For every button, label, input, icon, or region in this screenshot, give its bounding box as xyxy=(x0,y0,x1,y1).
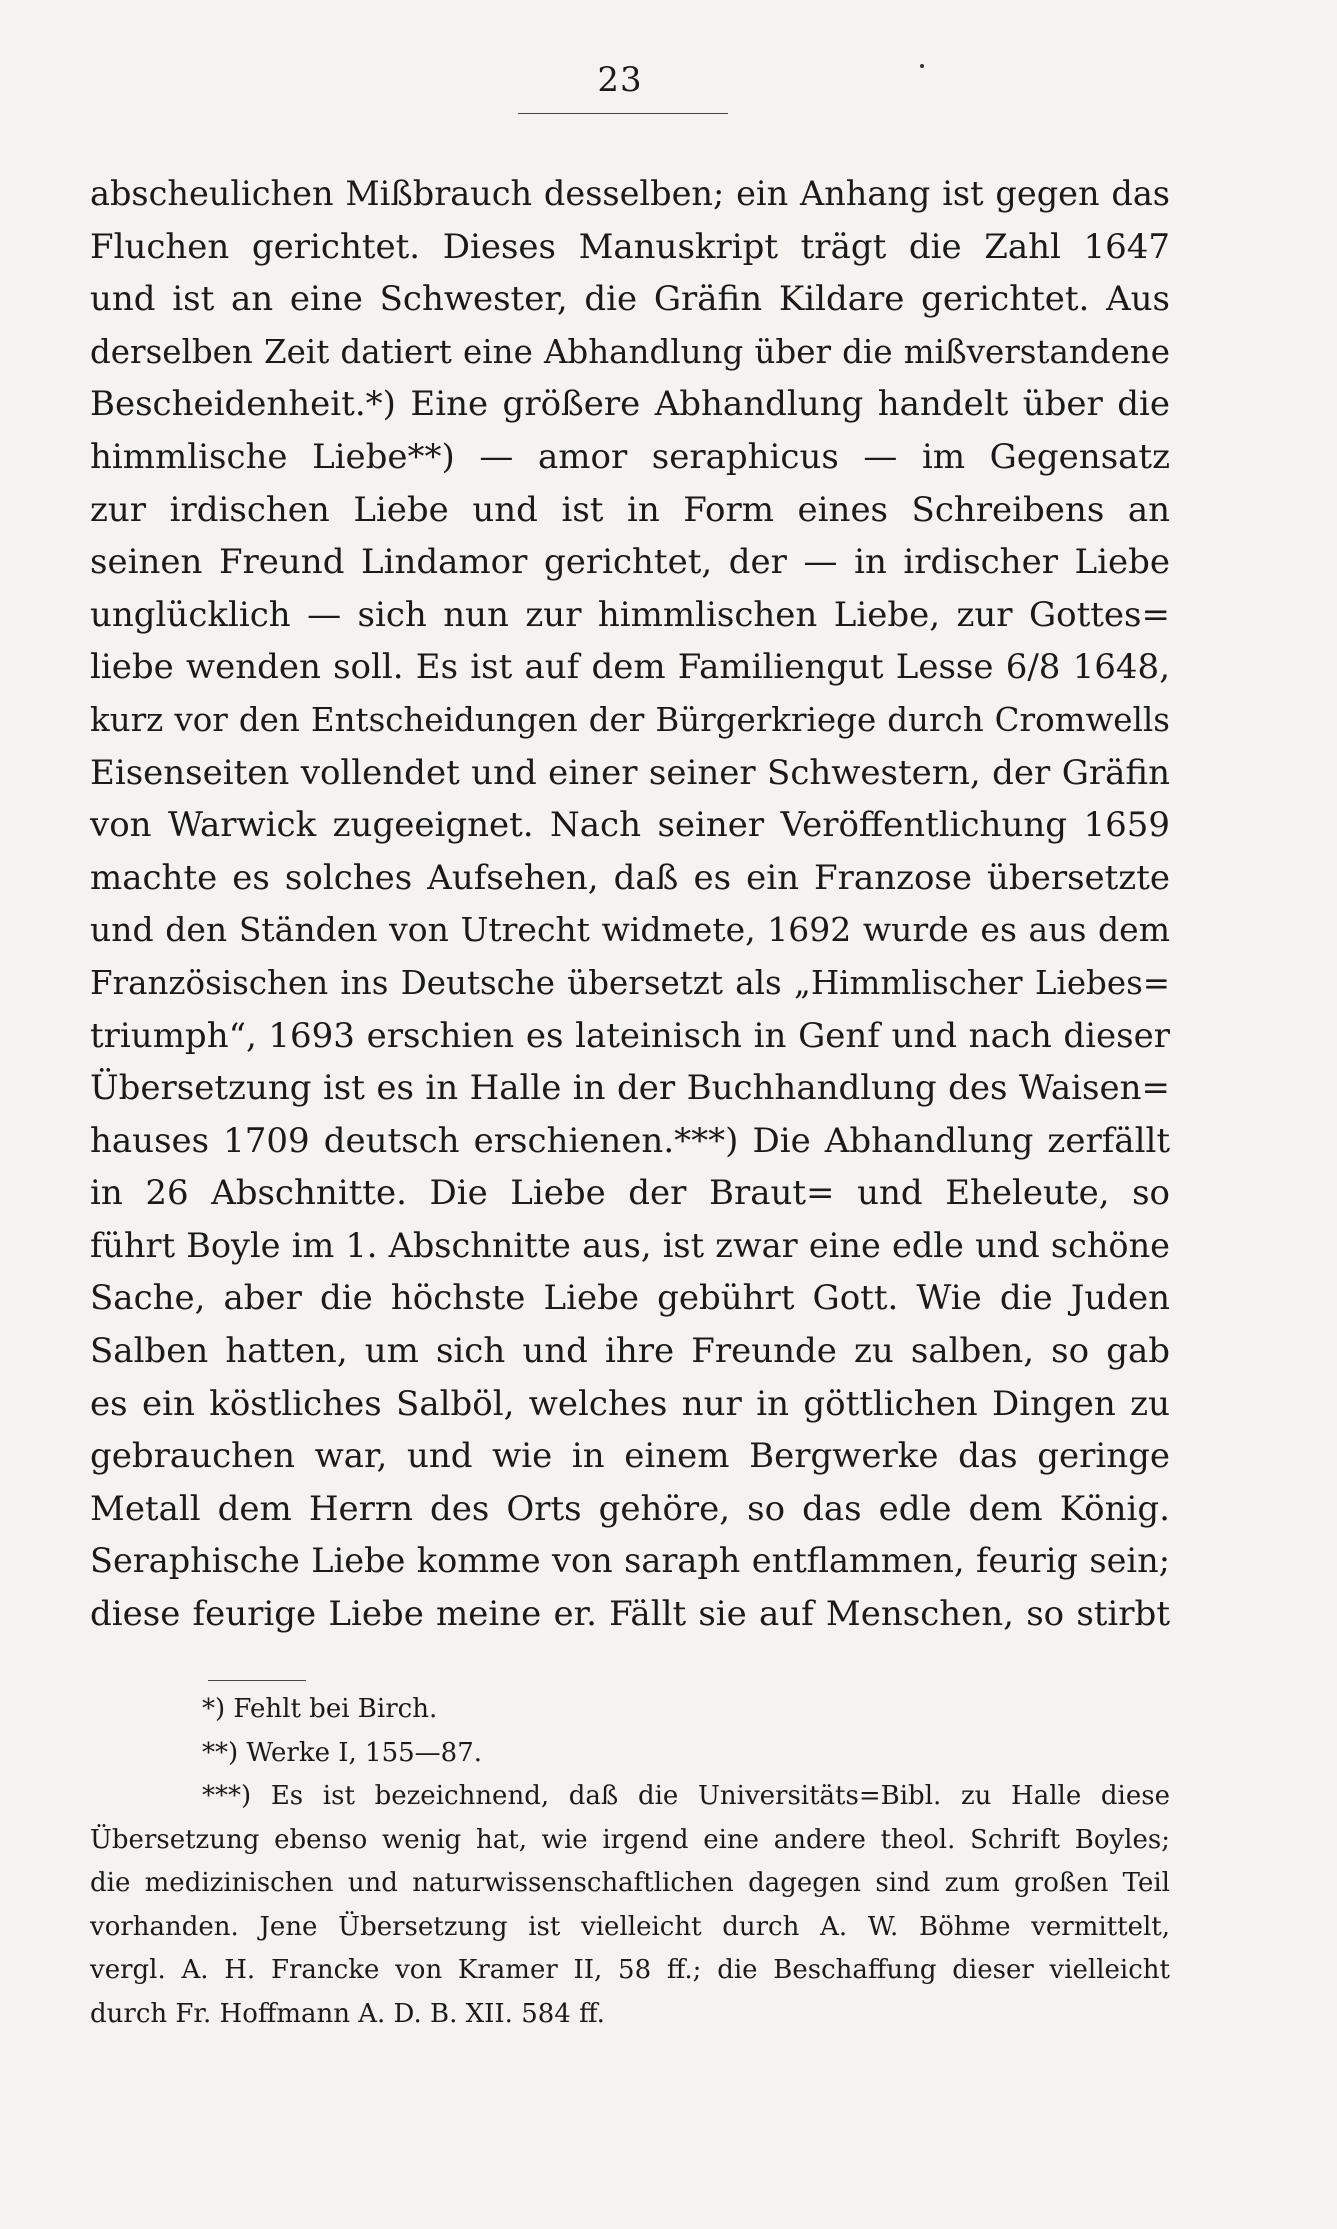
text-line: Französischen ins Deutsche übersetzt als „Himmlischer Liebes= xyxy=(90,963,1170,1002)
text-line: himmlische Liebe**) — amor seraphicus — im Gegensatz xyxy=(90,436,1170,477)
footnote-3-line: durch Fr. Hoffmann A. D. B. XII. 584 ff. xyxy=(90,1998,605,2029)
text-line: Fluchen gerichtet. Dieses Manuskript trägt die Zahl 1647 xyxy=(90,226,1170,267)
text-line: unglücklich — sich nun zur himmlischen Liebe, zur Gottes= xyxy=(90,594,1170,635)
print-speck xyxy=(920,64,924,68)
text-line: es ein köstliches Salböl, welches nur in göttlichen Dingen zu xyxy=(90,1383,1170,1424)
text-line: diese feurige Liebe meine er. Fällt sie auf Menschen, so stirbt xyxy=(90,1594,1170,1635)
text-line: in 26 Abschnitte. Die Liebe der Braut= und Eheleute, so xyxy=(90,1173,1170,1214)
footnote-3-line: Übersetzung ebenso wenig hat, wie irgend eine andere theol. Schrift Boyles; xyxy=(90,1824,1170,1855)
page-number: 23 xyxy=(597,60,643,100)
footnote-2: **) Werke I, 155—87. xyxy=(202,1737,483,1768)
text-line: und den Ständen von Utrecht widmete, 1692 wurde es aus dem xyxy=(90,910,1170,950)
text-line: derselben Zeit datiert eine Abhandlung über die mißverstandene xyxy=(90,332,1170,371)
footnotes xyxy=(90,1688,1170,2036)
footnote-rule xyxy=(208,1680,306,1681)
text-line: Salben hatten, um sich und ihre Freunde zu salben, so gab xyxy=(90,1331,1170,1372)
text-line: führt Boyle im 1. Abschnitte aus, ist zwar eine edle und schöne xyxy=(90,1225,1170,1265)
text-line: Übersetzung ist es in Halle in der Buchhandlung des Waisen= xyxy=(90,1068,1170,1109)
header-rule xyxy=(518,113,728,114)
text-line: Eisenseiten vollendet und einer seiner Schwestern, der Gräfin xyxy=(90,752,1170,793)
footnote-3-line: vorhanden. Jene Übersetzung ist vielleicht durch A. W. Böhme vermittelt, xyxy=(90,1911,1170,1942)
text-line: kurz vor den Entscheidungen der Bürgerkriege durch Cromwells xyxy=(90,700,1170,739)
text-line: liebe wenden soll. Es ist auf dem Familiengut Lesse 6/8 1648, xyxy=(90,647,1170,688)
text-line: machte es solches Aufsehen, daß es ein Franzose übersetzte xyxy=(90,857,1170,898)
text-line: Seraphische Liebe komme von saraph entflammen, feurig sein; xyxy=(90,1541,1170,1581)
text-line: hauses 1709 deutsch erschienen.***) Die Abhandlung zerfällt xyxy=(90,1120,1170,1161)
text-line: gebrauchen war, und wie in einem Bergwerke das geringe xyxy=(90,1436,1170,1477)
text-line: Sache, aber die höchste Liebe gebührt Gott. Wie die Juden xyxy=(90,1278,1170,1319)
text-line: Bescheidenheit.*) Eine größere Abhandlung handelt über die xyxy=(90,384,1170,425)
text-line: seinen Freund Lindamor gerichtet, der — in irdischer Liebe xyxy=(90,542,1170,583)
text-line: von Warwick zugeeignet. Nach seiner Veröffentlichung 1659 xyxy=(90,805,1170,846)
footnote-1: *) Fehlt bei Birch. xyxy=(202,1694,438,1724)
text-line: und ist an eine Schwester, die Gräfin Kildare gerichtet. Aus xyxy=(90,279,1170,320)
text-line: Metall dem Herrn des Orts gehöre, so das edle dem König. xyxy=(90,1488,1170,1529)
main-text xyxy=(90,168,1170,1641)
text-line: zur irdischen Liebe und ist in Form eines Schreibens an xyxy=(90,489,1170,530)
footnote-3-line: die medizinischen und naturwissenschaftlichen dagegen sind zum großen Teil xyxy=(90,1868,1170,1898)
text-line: abscheulichen Mißbrauch desselben; ein Anhang ist gegen das xyxy=(90,174,1170,213)
footnote-3: ***) Es ist bezeichnend, daß die Universitäts=Bibl. zu Halle diese xyxy=(202,1781,1170,1811)
text-line: triumph“, 1693 erschien es lateinisch in Genf und nach dieser xyxy=(90,1015,1170,1056)
footnote-3-line: vergl. A. H. Francke von Kramer II, 58 ff.; die Beschaffung dieser vielleicht xyxy=(90,1955,1170,1985)
